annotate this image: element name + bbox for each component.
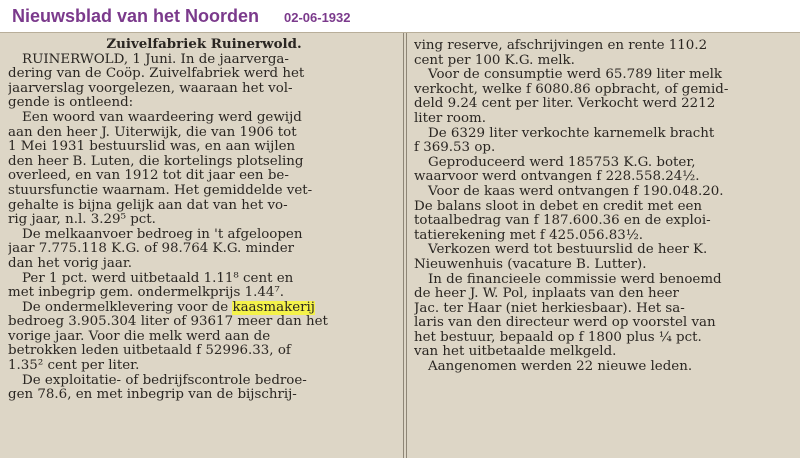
article-line: ving reserve, afschrijvingen en rente 110.2 — [414, 39, 708, 53]
article-line: De 6329 liter verkochte karnemelk bracht — [428, 126, 715, 141]
article-line: bedroeg 3.905.304 liter of 93617 meer dan het — [8, 315, 328, 330]
article-line: In de financieele commissie werd benoemd — [428, 272, 722, 287]
article-line: De balans sloot in debet en credit met een — [414, 199, 703, 214]
article-line: de heer J. W. Pol, inplaats van den heer — [414, 287, 679, 302]
article-line: Voor de consumptie werd 65.789 liter melk — [428, 68, 723, 83]
article-line: verkocht, welke f 6080.86 opbracht, of gemid- — [414, 82, 729, 97]
article-line: van het uitbetaalde melkgeld. — [414, 345, 617, 360]
article-line: Geproduceerd werd 185753 K.G. boter, — [428, 155, 696, 170]
article-line: De melkaanvoer bedroeg in 't afgeloopen — [22, 227, 303, 242]
newspaper-clipping — [0, 32, 800, 458]
header-bar — [0, 0, 800, 34]
publication-date: 02-06-1932 — [284, 10, 351, 25]
column-divider — [403, 33, 407, 458]
article-line: 1.35² cent per liter. — [8, 359, 140, 374]
article-line: stuursfunctie waarnam. Het gemiddelde vet- — [8, 183, 313, 198]
article-title: Zuivelfabriek Ruinerwold. — [106, 37, 302, 52]
article-line: cent per 100 K.G. melk. — [414, 53, 575, 68]
article-line: vorige jaar. Voor die melk werd aan de — [8, 329, 271, 344]
article-line: gen 78.6, en met inbegrip van de bijschrij- — [8, 388, 297, 403]
article-line: rig jaar, n.l. 3.29⁵ pct. — [8, 213, 156, 228]
article-line: tatierekening met f 425.056.83½. — [414, 228, 644, 243]
article-line: RUINERWOLD, 1 Juni. In de jaarverga- — [22, 52, 289, 67]
article-line: Een woord van waardeering werd gewijd — [22, 110, 302, 125]
right-column-text — [414, 39, 792, 375]
article-line: De ondermelklevering voor de kaasmakerij — [22, 300, 315, 315]
article-line: jaarverslag voorgelezen, waaraan het vol- — [8, 81, 293, 96]
article-line: liter room. — [414, 111, 487, 126]
article-line: Aangenomen werden 22 nieuwe leden. — [428, 360, 693, 375]
article-line: betrokken leden uitbetaald f 52996.33, of — [8, 344, 291, 359]
article-line: Jac. ter Haar (niet herkiesbaar). Het sa- — [414, 301, 685, 316]
article-line: Voor de kaas werd ontvangen f 190.048.20. — [428, 184, 724, 199]
article-line: De exploitatie- of bedrijfscontrole bedroe- — [22, 373, 307, 388]
article-line: Nieuwenhuis (vacature B. Lutter). — [414, 257, 647, 272]
article-line: gehalte is bijna gelijk aan dat van het vo- — [8, 198, 288, 213]
article-column-left — [8, 37, 400, 462]
article-line: laris van den directeur werd op voorstel van — [414, 316, 716, 331]
article-line: Per 1 pct. werd uitbetaald 1.11⁸ cent en — [22, 271, 294, 286]
newspaper-name: Nieuwsblad van het Noorden — [12, 6, 260, 26]
article-line: waarvoor werd ontvangen f 228.558.24½. — [414, 170, 700, 185]
highlighted-word: kaasmakerij — [232, 300, 315, 315]
article-line: deld 9.24 cent per liter. Verkocht werd 2212 — [414, 97, 716, 112]
article-line: overleed, en van 1912 tot dit jaar een be- — [8, 169, 289, 184]
left-column-text — [8, 53, 400, 403]
article-line: f 369.53 op. — [414, 141, 496, 156]
article-column-right — [414, 39, 792, 464]
article-line: met inbegrip gem. ondermelkprijs 1.44⁷. — [8, 286, 285, 301]
article-line: den heer B. Luten, die kortelings plotseling — [8, 154, 304, 169]
article-line: dan het vorig jaar. — [8, 256, 133, 271]
article-line: het bestuur, bepaald op f 1800 plus ¼ pct. — [414, 330, 702, 345]
article-line: dering van de Coöp. Zuivelfabriek werd het — [8, 67, 305, 82]
article-line: 1 Mei 1931 bestuurslid was, en aan wijlen — [8, 140, 296, 155]
article-line: totaalbedrag van f 187.600.36 en de exploi- — [414, 214, 711, 229]
article-line: jaar 7.775.118 K.G. of 98.764 K.G. minder — [8, 242, 295, 257]
article-line: Verkozen werd tot bestuurslid de heer K. — [428, 243, 708, 258]
article-line: gende is ontleend: — [8, 96, 134, 111]
article-line: aan den heer J. Uiterwijk, die van 1906 tot — [8, 125, 297, 140]
